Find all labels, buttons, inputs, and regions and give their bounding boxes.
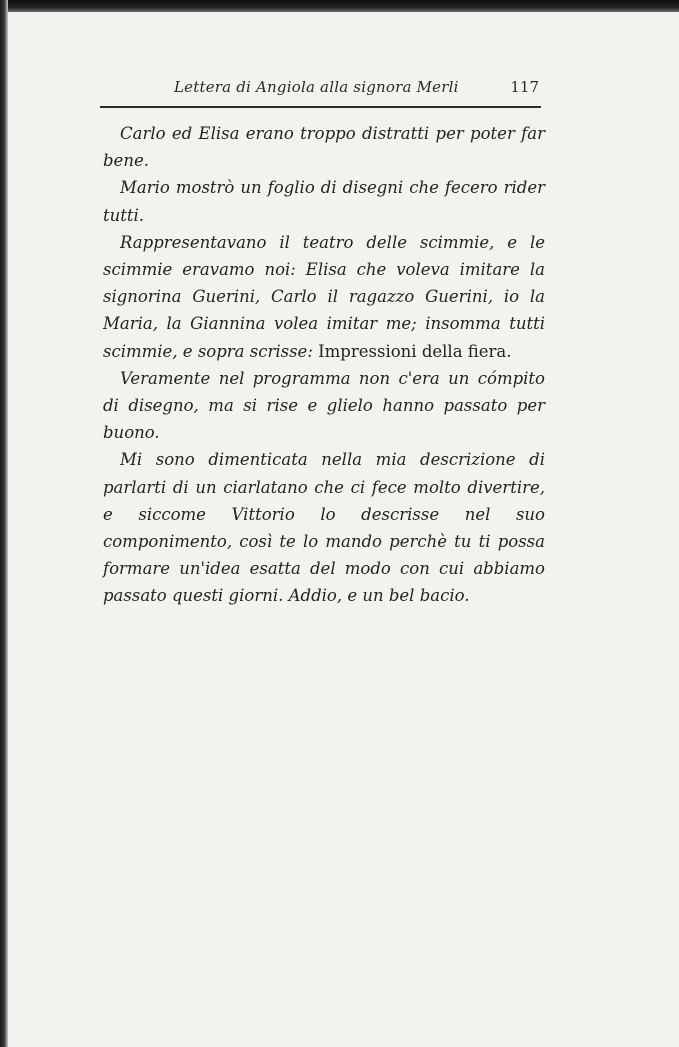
paragraph: Carlo ed Elisa erano troppo distratti per poter far bene. [103, 124, 545, 171]
running-title: Lettera di Angiola alla signora Merli [174, 78, 459, 96]
page-top-edge [0, 0, 679, 12]
page-header [100, 74, 541, 102]
caption-title: Impressioni della fiera. [318, 341, 512, 361]
page-spine-edge [0, 0, 8, 1047]
body-text [103, 120, 545, 610]
paragraph: Mario mostrò un foglio di disegni che fecero rider tutti. [103, 178, 545, 225]
header-rule [100, 106, 541, 108]
paragraph: Veramente nel programma non c'era un cómpito di disegno, ma si rise e glielo hanno passato per buono. [103, 368, 545, 443]
page-number: 117 [510, 78, 539, 96]
paragraph-text: Rappresentavano il teatro delle scimmie, e le scimmie eravamo noi: Elisa che voleva imitare la signorina Guerini, Carlo il ragazzo Guerini, io la Maria, la Giannina volea imitar me; insomma tutti scimmie, e sopra scrisse: [103, 232, 545, 361]
paragraph [103, 229, 545, 365]
paragraph: Mi sono dimenticata nella mia descrizione di parlarti di un ciarlatano che ci fece molto divertire, e siccome Vittorio lo descrisse nel suo componimento, così te lo mando perchè tu ti possa formare un'idea esatta del modo con cui abbiamo passato questi giorni. Addio, e un bel bacio. [103, 450, 545, 606]
